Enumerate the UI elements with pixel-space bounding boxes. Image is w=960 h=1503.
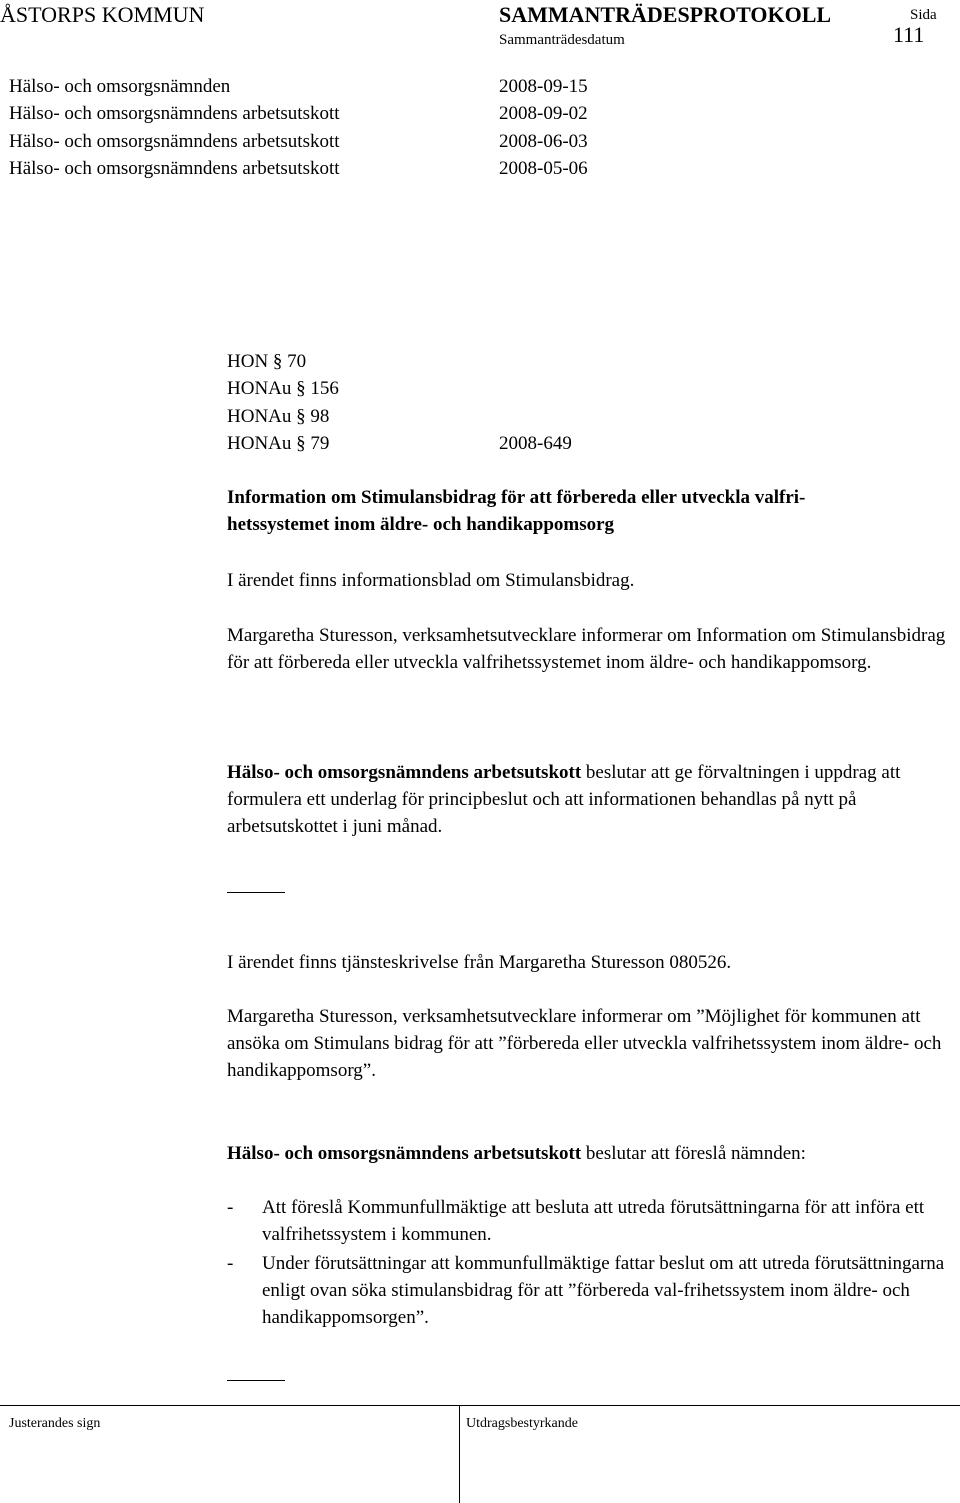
meeting-body: Hälso- och omsorgsnämndens arbetsutskott: [9, 103, 340, 124]
proposal-list: [227, 1194, 952, 1333]
page-label: Sida: [910, 7, 937, 23]
decision-paragraph-2: [227, 1140, 952, 1167]
proposal-item: [227, 1194, 952, 1248]
case-number: 2008-649: [499, 433, 572, 454]
section-divider: [227, 892, 285, 893]
section-ref: HONAu § 79: [227, 433, 330, 454]
meeting-body: Hälso- och omsorgsnämnden: [9, 76, 231, 97]
extract-box-label: Utdragsbestyrkande: [466, 1416, 578, 1431]
section-ref: HON § 70: [227, 351, 307, 372]
protocol-title: SAMMANTRÄDESPROTOKOLL: [499, 2, 832, 27]
matter-title-line-2: hetssystemet inom äldre- och handikappomsorg: [227, 514, 615, 535]
section-divider: [227, 1380, 285, 1381]
decision-paragraph-1: [227, 759, 952, 840]
proposal-text: Under förutsättningar att kommunfullmäktige fattar beslut om att utreda förutsättningarna enligt ovan söka stimulansbidrag för att ”förbereda val-frihetssystem inom äldre- och handikappomsorgen”.: [262, 1253, 945, 1328]
signature-box-label: Justerandes sign: [9, 1416, 101, 1431]
list-dash: -: [227, 1197, 234, 1218]
list-dash: -: [227, 1253, 234, 1274]
paragraph-info-sheet: I ärendet finns informationsblad om Stimulansbidrag.: [227, 570, 635, 591]
decision-text: beslutar att föreslå nämnden:: [581, 1143, 806, 1164]
meeting-date: 2008-05-06: [499, 158, 588, 179]
decision-text: beslutar att ge förvaltningen i uppdrag att formulera ett underlag för principbeslut och att informationen behandlas på nytt på arbetsutskottet i juni månad.: [227, 762, 901, 837]
proposal-item: [227, 1250, 952, 1331]
meeting-body: Hälso- och omsorgsnämndens arbetsutskott: [9, 131, 340, 152]
section-ref: HONAu § 98: [227, 406, 330, 427]
paragraph-possibility: Margaretha Sturesson, verksamhetsutvecklare informerar om ”Möjlighet för kommunen att ansöka om Stimulans bidrag för att ”förbereda eller utveckla valfrihetssystem inom äldre- och handikappomsorg”.: [227, 1006, 942, 1081]
page-number: 111: [893, 22, 925, 47]
meeting-date-label: Sammanträdesdatum: [499, 32, 625, 48]
decision-subject: Hälso- och omsorgsnämndens arbetsutskott: [227, 1143, 582, 1164]
municipality-name: ÅSTORPS KOMMUN: [0, 2, 205, 27]
matter-title-line-1: Information om Stimulansbidrag för att förbereda eller utveckla valfri-: [227, 487, 806, 508]
meeting-date: 2008-06-03: [499, 131, 588, 152]
meeting-date: 2008-09-15: [499, 76, 588, 97]
section-ref: HONAu § 156: [227, 378, 339, 399]
proposal-text: Att föreslå Kommunfullmäktige att besluta att utreda förutsättningarna för att införa ett valfrihetssystem i kommunen.: [262, 1197, 925, 1245]
paragraph-information: Margaretha Sturesson, verksamhetsutvecklare informerar om Information om Stimulansbidrag för att förbereda eller utveckla valfrihetssystemet inom äldre- och handikappomsorg.: [227, 625, 946, 673]
meeting-date: 2008-09-02: [499, 103, 588, 124]
paragraph-memo: I ärendet finns tjänsteskrivelse från Margaretha Sturesson 080526.: [227, 952, 732, 973]
decision-subject: Hälso- och omsorgsnämndens arbetsutskott: [227, 762, 582, 783]
footer-rule: [0, 1405, 960, 1406]
meeting-body: Hälso- och omsorgsnämndens arbetsutskott: [9, 158, 340, 179]
footer-column-divider: [459, 1405, 460, 1503]
